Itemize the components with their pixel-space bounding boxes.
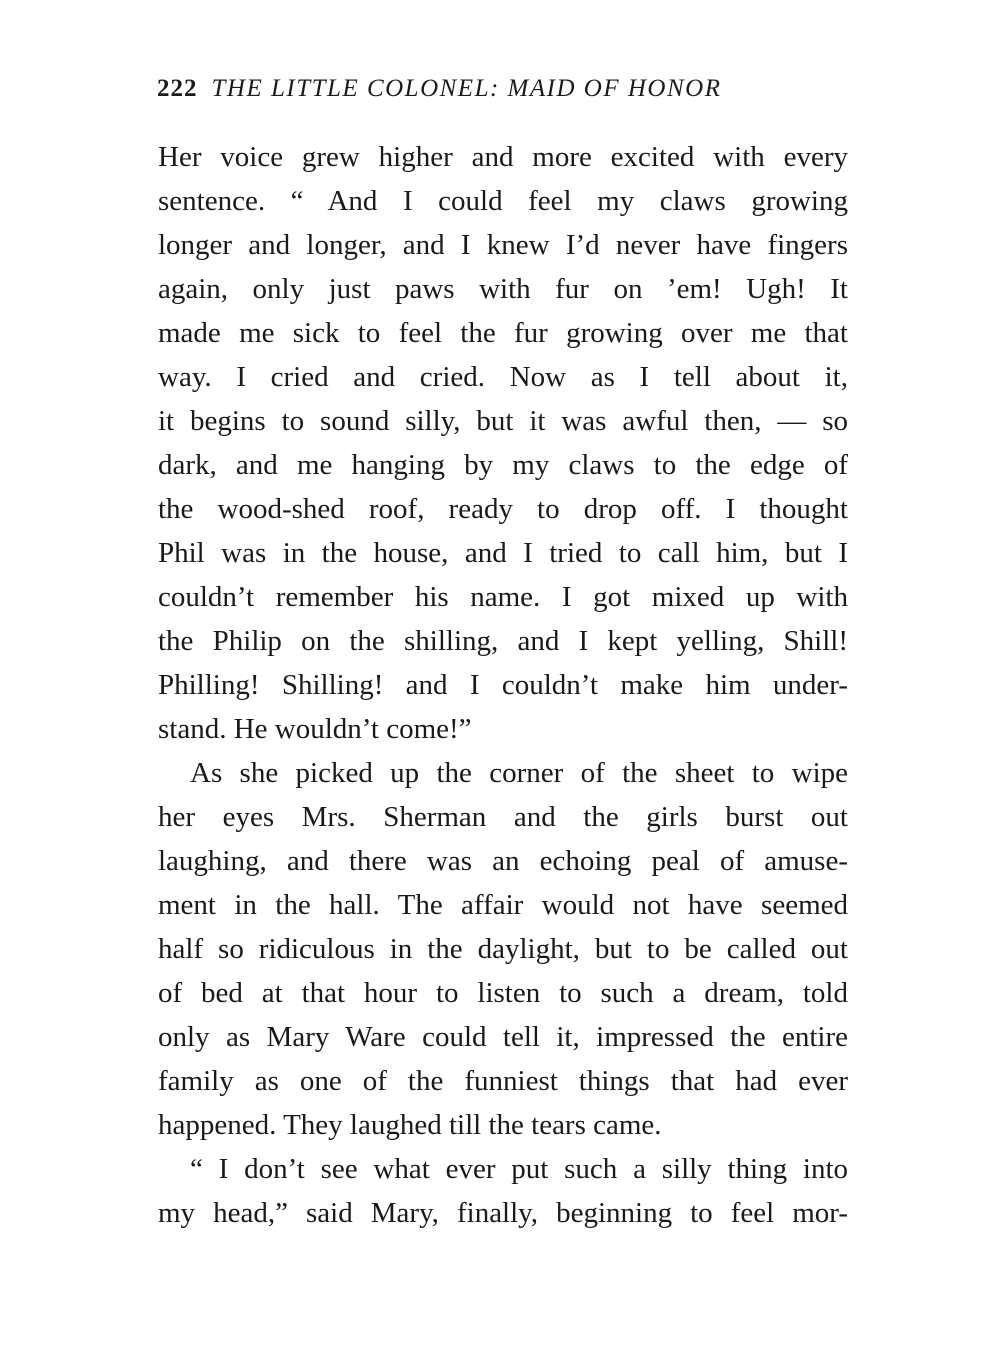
text-line: couldn’t remember his name. I got mixed up with bbox=[158, 581, 848, 613]
text-line: the Philip on the shilling, and I kept yelling, Shill! bbox=[158, 625, 848, 657]
text-line: her eyes Mrs. Sherman and the girls burst out bbox=[158, 801, 848, 833]
page-number: 222 bbox=[157, 75, 198, 102]
text-line: Her voice grew higher and more excited with every bbox=[158, 141, 848, 173]
paragraph-2 bbox=[158, 751, 848, 1147]
text-line: the wood-shed roof, ready to drop off. I thought bbox=[158, 493, 848, 525]
text-line: half so ridiculous in the daylight, but to be called out bbox=[158, 933, 848, 965]
body-text bbox=[158, 135, 848, 1235]
text-line: stand. He wouldn’t come!” bbox=[158, 713, 472, 745]
text-line: ment in the hall. The affair would not have seemed bbox=[158, 889, 848, 921]
running-title: THE LITTLE COLONEL: MAID OF HONOR bbox=[211, 75, 722, 102]
running-head bbox=[157, 74, 857, 104]
text-line: way. I cried and cried. Now as I tell about it, bbox=[158, 361, 848, 393]
text-line: only as Mary Ware could tell it, impressed the entire bbox=[158, 1021, 848, 1053]
text-line: it begins to sound silly, but it was awful then, — so bbox=[158, 405, 848, 437]
text-line: laughing, and there was an echoing peal of amuse- bbox=[158, 845, 848, 877]
text-line: again, only just paws with fur on ’em! Ugh! It bbox=[158, 273, 848, 305]
text-line: made me sick to feel the fur growing over me that bbox=[158, 317, 848, 349]
paragraph-3 bbox=[158, 1147, 848, 1235]
text-line: family as one of the funniest things that had ever bbox=[158, 1065, 848, 1097]
paragraph-1 bbox=[158, 135, 848, 751]
text-line: Philling! Shilling! and I couldn’t make him under- bbox=[158, 669, 848, 701]
text-line: dark, and me hanging by my claws to the edge of bbox=[158, 449, 848, 481]
text-line: sentence. “ And I could feel my claws growing bbox=[158, 185, 848, 217]
text-line: of bed at that hour to listen to such a dream, told bbox=[158, 977, 848, 1009]
text-line: happened. They laughed till the tears came. bbox=[158, 1109, 662, 1141]
text-line: “ I don’t see what ever put such a silly thing into bbox=[190, 1153, 848, 1185]
text-line: As she picked up the corner of the sheet to wipe bbox=[190, 757, 848, 789]
text-line: longer and longer, and I knew I’d never have fingers bbox=[158, 229, 848, 261]
text-line: my head,” said Mary, finally, beginning to feel mor- bbox=[158, 1197, 848, 1229]
text-line: Phil was in the house, and I tried to call him, but I bbox=[158, 537, 848, 569]
